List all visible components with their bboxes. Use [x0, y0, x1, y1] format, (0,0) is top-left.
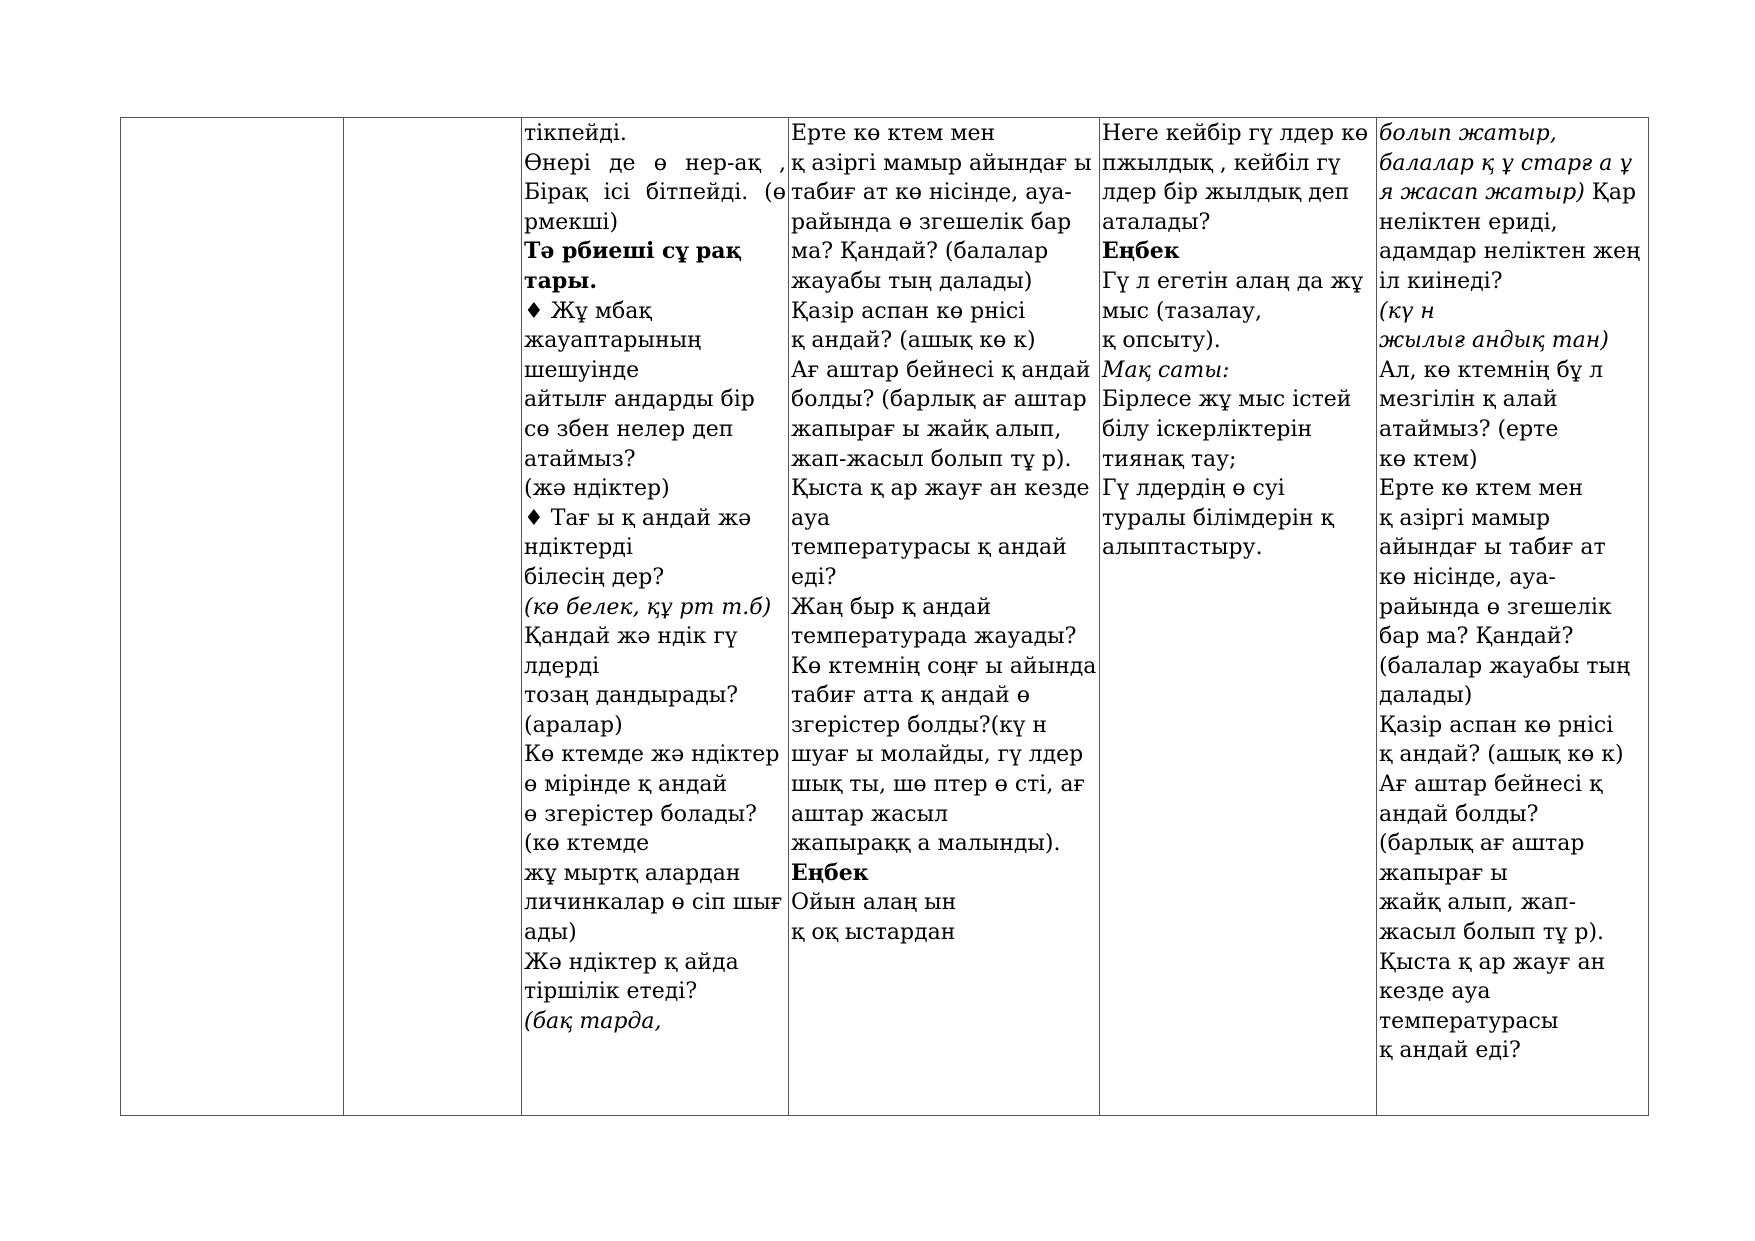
text-line: Неге кейбір гү лдер кө: [1102, 121, 1369, 146]
text-line-rest: Қар: [1584, 180, 1637, 206]
column-2-cell: [344, 118, 522, 1116]
text-line: жап-жасыл болып тұ р).: [791, 446, 1072, 472]
text-line: ө мірінде қ андай: [524, 772, 728, 798]
text-line: балалар қ ұ старғ а ұ: [1379, 150, 1632, 176]
text-line: табиғ ат кө нісінде, ауа-: [791, 180, 1072, 206]
text-line: (кү н: [1379, 298, 1435, 324]
lesson-plan-table: [120, 117, 1649, 1116]
text-line: болып жатыр,: [1379, 121, 1557, 146]
text-line: (аралар): [524, 712, 623, 738]
text-line: қ оқ ыстардан: [791, 920, 956, 946]
text-line: Қазір аспан кө рнісі: [791, 298, 1026, 324]
text-line: температурада жауады?: [791, 624, 1077, 650]
text-line: жұ мыртқ алардан: [524, 860, 741, 886]
column-6-cell: [1377, 118, 1649, 1116]
text-line: Ағ аштар бейнесі қ андай: [791, 357, 1091, 383]
text-line: ♦ Жұ мбақ: [524, 298, 652, 324]
text-line: (кө ктемде: [524, 831, 650, 857]
text-line: Ал, кө ктемнің бұ л: [1379, 357, 1604, 383]
text-line: райында ө згешелік бар: [791, 209, 1072, 235]
text-line: неліктен ериді,: [1379, 209, 1558, 235]
text-line: болды? (барлық ағ аштар: [791, 387, 1087, 413]
text-line: мыс (тазалау,: [1102, 298, 1262, 324]
text-line: температурасы: [1379, 1008, 1559, 1034]
text-line: аталады?: [1102, 209, 1211, 235]
text-line: ады): [524, 920, 577, 946]
text-line: алыптастыру.: [1102, 535, 1263, 561]
text-line: атаймыз?: [524, 446, 636, 472]
text-line: айтылғ андарды бір: [524, 387, 755, 413]
text-line: жайқ алып, жап-: [1379, 890, 1577, 916]
text-line: Бірлесе жұ мыс істей: [1102, 387, 1352, 413]
text-line: Гү л егетін алаң да жұ: [1102, 268, 1364, 294]
text-line-part: я жасап жатыр): [1379, 180, 1585, 206]
text-line: қ азіргі мамыр айындағ ы: [791, 150, 1092, 176]
text-line: тиянақ тау;: [1102, 446, 1237, 472]
text-line: Жә ндіктер қ айда: [524, 949, 739, 975]
text-line: Гү лдердің ө суі: [1102, 476, 1285, 502]
text-line: райында ө згешелік: [1379, 594, 1612, 620]
text-line: жылығ андық тан): [1379, 328, 1609, 354]
text-line: атаймыз? (ерте: [1379, 416, 1559, 442]
text-line: еді?: [791, 564, 837, 590]
text-line: Ағ аштар бейнесі қ: [1379, 772, 1603, 798]
column-1-cell: [121, 118, 344, 1116]
text-line: жауабы тың далады): [791, 268, 1033, 294]
text-line: Ерте кө ктем мен: [791, 121, 996, 146]
text-line: ♦ Тағ ы қ андай жә: [524, 505, 752, 531]
text-line: (барлық ағ аштар: [1379, 831, 1585, 857]
text-line: Еңбек: [791, 859, 869, 886]
text-line: Қандай жә ндік гү: [524, 624, 738, 650]
text-line: Кө ктемнің соңғ ы айында: [791, 653, 1097, 679]
text-line: Бірақ ісі бітпейді. (ө: [524, 180, 786, 206]
text-line: Еңбек: [1102, 238, 1180, 265]
text-line: қ андай еді?: [1379, 1038, 1521, 1064]
text-line: андай болды?: [1379, 801, 1539, 827]
text-line: (жә ндіктер): [524, 476, 670, 502]
text-line: Қазір аспан кө рнісі: [1379, 712, 1614, 738]
text-line: туралы білімдерін қ: [1102, 505, 1334, 531]
text-line: Мақ саты:: [1102, 357, 1230, 383]
text-line: білу іскерліктерін: [1102, 416, 1313, 442]
table-row: [121, 118, 1649, 1116]
text-line: тіршілік етеді?: [524, 979, 698, 1005]
text-line: пжылдық , кейбіл гү: [1102, 150, 1341, 176]
text-line: бар ма? Қандай?: [1379, 624, 1574, 650]
text-line: кезде ауа: [1379, 979, 1491, 1005]
text-line: жапыраққ а малынды).: [791, 831, 1061, 857]
text-line: адамдар неліктен жең: [1379, 239, 1641, 265]
text-line: Кө ктемде жә ндіктер: [524, 742, 780, 768]
text-line: қ азіргі мамыр: [1379, 505, 1551, 531]
text-line: Қыста қ ар жауғ ан: [1379, 949, 1606, 975]
text-line: Тә рбиеші сұ рақ: [524, 238, 742, 265]
text-line: (кө белек, құ рт т.б): [524, 594, 772, 620]
text-line: згерістер болды?(кү н: [791, 712, 1047, 738]
text-line: лдер бір жылдық деп: [1102, 180, 1350, 206]
column-3-cell: [522, 118, 789, 1116]
text-line: ма? Қандай? (балалар: [791, 239, 1049, 265]
text-line: қ андай? (ашық кө к): [1379, 742, 1624, 768]
text-line: лдерді: [524, 653, 600, 679]
text-line: ндіктерді: [524, 535, 633, 561]
text-line: Өнері де ө нер-ақ ,: [524, 150, 786, 176]
text-line: аштар жасыл: [791, 801, 949, 827]
text-line: қ опсыту).: [1102, 328, 1221, 354]
text-line: Жаң быр қ андай: [791, 594, 992, 620]
text-line: ө згерістер болады?: [524, 801, 757, 827]
text-line: жапырағ ы жайқ алып,: [791, 416, 1062, 442]
text-line: жасыл болып тұ р).: [1379, 920, 1605, 946]
text-line: сө збен нелер деп: [524, 416, 734, 442]
text-line: табиғ атта қ андай ө: [791, 683, 1030, 709]
text-line: (балалар жауабы тың: [1379, 653, 1631, 679]
text-line: жапырағ ы: [1379, 860, 1508, 886]
text-line: тікпейді.: [524, 121, 627, 146]
text-line: температурасы қ андай: [791, 535, 1067, 561]
text-line: личинкалар ө сіп шығ: [524, 890, 783, 916]
text-line: қ андай? (ашық кө к): [791, 328, 1036, 354]
text-line: тары.: [524, 267, 597, 294]
text-line: жауаптарының: [524, 328, 702, 354]
text-line: тозаң дандырады?: [524, 683, 739, 709]
text-line: ауа: [791, 505, 831, 531]
text-line: кө ктем): [1379, 446, 1478, 472]
text-line: іл киінеді?: [1379, 268, 1503, 294]
text-line: мезгілін қ алай: [1379, 387, 1558, 413]
text-line: шуағ ы молайды, гү лдер: [791, 742, 1084, 768]
column-4-cell: [789, 118, 1100, 1116]
text-line: [1379, 178, 1646, 208]
text-line: шық ты, шө птер ө сті, ағ: [791, 772, 1085, 798]
text-line: (бақ тарда,: [524, 1008, 662, 1034]
text-line: кө нісінде, ауа-: [1379, 564, 1556, 590]
text-line: далады): [1379, 683, 1473, 709]
text-line: Ерте кө ктем мен: [1379, 476, 1584, 502]
text-line: айындағ ы табиғ ат: [1379, 535, 1606, 561]
text-line: білесің дер?: [524, 564, 665, 590]
text-line: рмекші): [524, 209, 619, 235]
column-5-cell: [1100, 118, 1377, 1116]
text-line: шешуінде: [524, 357, 640, 383]
text-line: Қыста қ ар жауғ ан кезде: [791, 476, 1090, 502]
text-line: Ойын алаң ын: [791, 890, 957, 916]
